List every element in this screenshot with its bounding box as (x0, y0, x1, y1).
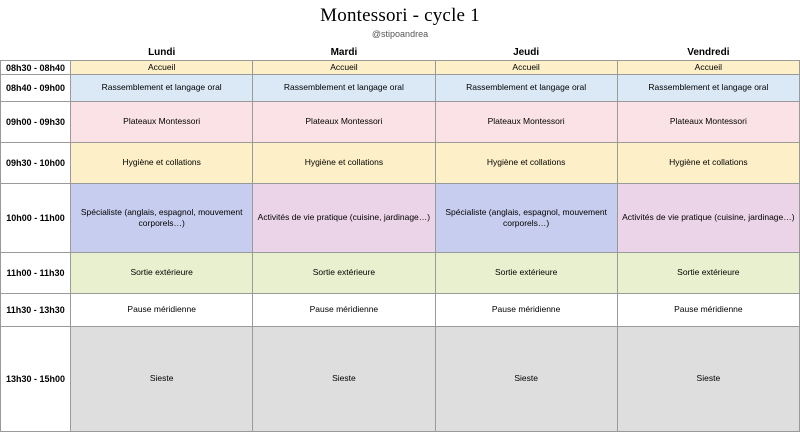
table-row (1, 327, 800, 432)
table-header (1, 45, 800, 61)
table-row (1, 75, 800, 102)
activity-label: Activités de vie pratique (cuisine, jardinage…) (622, 212, 795, 223)
activity-label: Sieste (332, 373, 356, 384)
activity-cell (71, 327, 253, 432)
activity-label: Sortie extérieure (130, 267, 193, 278)
activity-label: Spécialiste (anglais, espagnol, mouvement corporels…) (80, 206, 243, 228)
activity-cell (253, 184, 435, 253)
day-header-vendredi: Vendredi (617, 45, 799, 61)
activity-cell (253, 75, 435, 102)
activity-label: Accueil (512, 61, 540, 72)
activity-cell (71, 253, 253, 294)
activity-label: Sieste (149, 373, 174, 384)
activity-label: Sortie extérieure (494, 267, 558, 278)
day-header-jeudi: Jeudi (435, 45, 617, 61)
activity-cell (435, 61, 617, 75)
activity-label: Accueil (330, 61, 358, 72)
activity-label: Sortie extérieure (312, 267, 376, 278)
activity-label: Rassemblement et langage oral (101, 82, 222, 93)
activity-label: Plateaux Montessori (669, 116, 747, 127)
activity-label: Hygiène et collations (122, 157, 201, 168)
activity-label: Sieste (696, 373, 721, 384)
activity-cell (253, 327, 435, 432)
table-row (1, 61, 800, 75)
day-header-lundi: Lundi (71, 45, 253, 61)
time-slot: 11h00 - 11h30 (1, 253, 71, 294)
activity-label: Plateaux Montessori (487, 116, 565, 127)
activity-cell (435, 253, 617, 294)
activity-label: Hygiène et collations (669, 157, 748, 168)
activity-cell (253, 102, 435, 143)
activity-label: Sortie extérieure (677, 267, 740, 278)
day-header-mardi: Mardi (253, 45, 435, 61)
table-row (1, 253, 800, 294)
activity-cell (71, 143, 253, 184)
activity-cell (617, 327, 799, 432)
activity-label: Pause méridienne (674, 304, 743, 315)
corner-cell (1, 45, 71, 61)
time-slot: 13h30 - 15h00 (1, 327, 71, 432)
activity-label: Rassemblement et langage oral (283, 82, 404, 93)
activity-cell (253, 294, 435, 327)
time-slot: 09h00 - 09h30 (1, 102, 71, 143)
time-slot: 10h00 - 11h00 (1, 184, 71, 253)
activity-cell (71, 184, 253, 253)
activity-label: Hygiène et collations (304, 157, 384, 168)
activity-label: Accueil (694, 61, 723, 72)
activity-label: Rassemblement et langage oral (648, 82, 769, 93)
activity-cell (71, 75, 253, 102)
activity-cell (435, 143, 617, 184)
activity-label: Spécialiste (anglais, espagnol, mouvement corporels…) (445, 206, 607, 228)
activity-cell (71, 102, 253, 143)
activity-label: Hygiène et collations (486, 157, 566, 168)
page-title: Montessori - cycle 1 (320, 5, 480, 26)
activity-cell (435, 327, 617, 432)
activity-cell (435, 294, 617, 327)
time-slot: 11h30 - 13h30 (1, 294, 71, 327)
activity-label: Pause méridienne (491, 304, 561, 315)
schedule-page (0, 5, 800, 405)
time-slot: 08h30 - 08h40 (1, 61, 71, 75)
schedule-table (0, 45, 800, 432)
activity-cell (435, 102, 617, 143)
activity-label: Pause méridienne (309, 304, 379, 315)
activity-label: Rassemblement et langage oral (466, 82, 587, 93)
table-row (1, 143, 800, 184)
time-slot: 09h30 - 10h00 (1, 143, 71, 184)
activity-cell (617, 184, 799, 253)
table-row (1, 184, 800, 253)
activity-cell (253, 143, 435, 184)
activity-cell (435, 184, 617, 253)
activity-cell (71, 294, 253, 327)
day-header-row (1, 45, 800, 61)
activity-cell (617, 253, 799, 294)
activity-cell (253, 61, 435, 75)
activity-cell (253, 253, 435, 294)
activity-label: Sieste (514, 373, 538, 384)
activity-cell (617, 143, 799, 184)
activity-cell (71, 61, 253, 75)
activity-cell (435, 75, 617, 102)
activity-label: Plateaux Montessori (305, 116, 383, 127)
activity-cell (617, 61, 799, 75)
activity-cell (617, 294, 799, 327)
activity-label: Pause méridienne (127, 304, 196, 315)
table-row (1, 294, 800, 327)
activity-label: Plateaux Montessori (123, 116, 201, 127)
activity-cell (617, 75, 799, 102)
activity-label: Activités de vie pratique (cuisine, jardinage…) (257, 212, 431, 223)
activity-label: Accueil (147, 61, 176, 72)
table-row (1, 102, 800, 143)
table-body (1, 61, 800, 432)
time-slot: 08h40 - 09h00 (1, 75, 71, 102)
page-subtitle: @stipoandrea (371, 29, 429, 39)
activity-cell (617, 102, 799, 143)
